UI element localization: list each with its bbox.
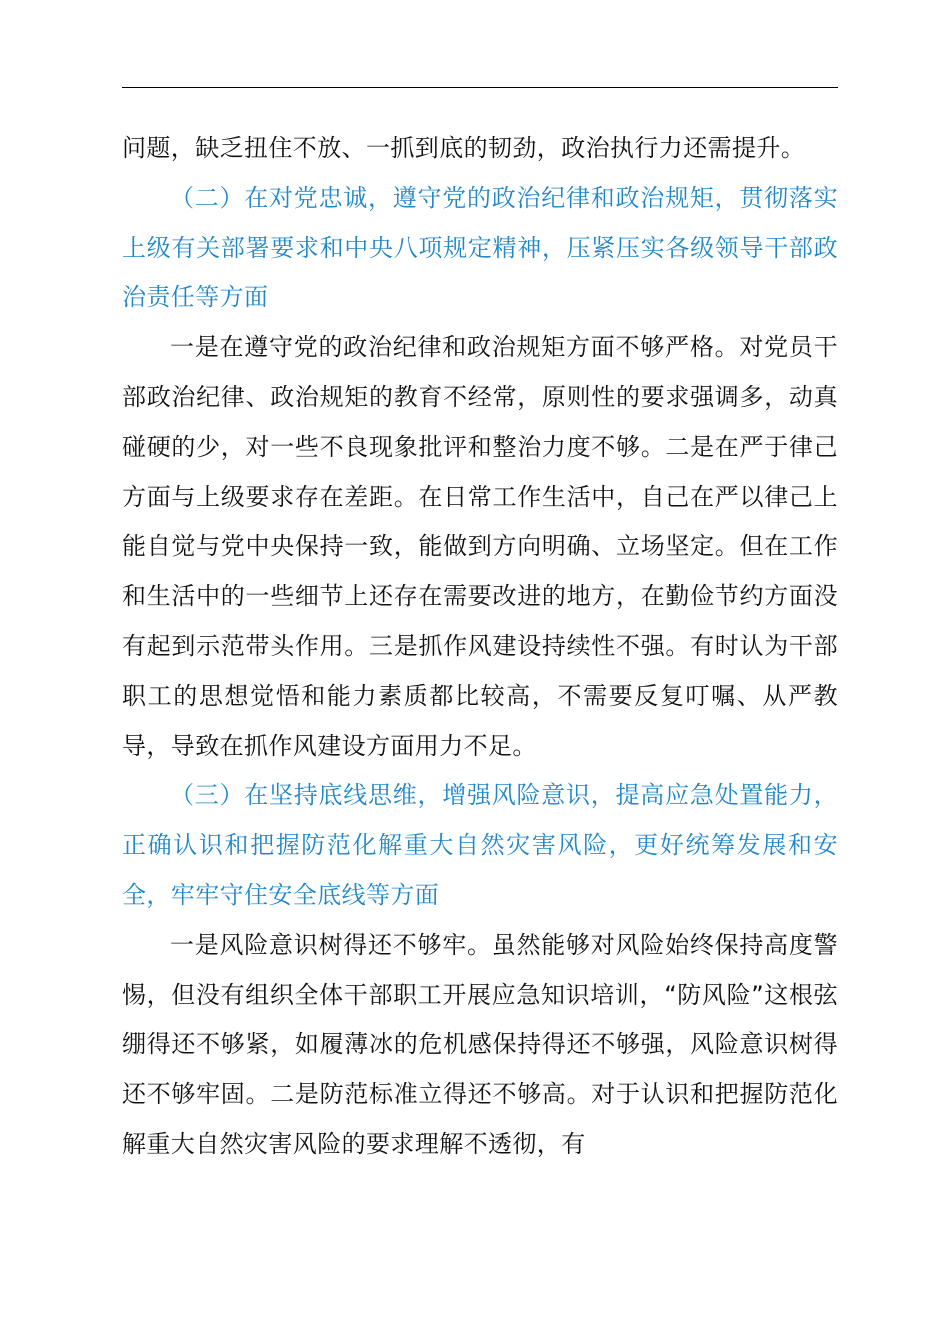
paragraph-section-3: 一是风险意识树得还不够牢。虽然能够对风险始终保持高度警惕，但没有组织全体干部职工开展应急知识培训，“防风险”这根弦绷得还不够紧，如履薄冰的危机感保持得还不够强，风险意识树得还不够牢固。二是防范标准立得还不够高。对于认识和把握防范化解重大自然灾害风险的要求理解不透彻，有 [122, 930, 838, 1158]
section-heading-2: （二）在对党忠诚，遵守党的政治纪律和政治规矩，贯彻落实上级有关部署要求和中央八项规定精神，压紧压实各级领导干部政治责任等方面 [122, 183, 838, 312]
paragraph-continuation: 问题，缺乏扭住不放、一抓到底的韧劲，政治执行力还需提升。 [122, 134, 806, 162]
document-body [122, 124, 838, 1170]
paragraph-section-2: 一是在遵守党的政治纪律和政治规矩方面不够严格。对党员干部政治纪律、政治规矩的教育不经常，原则性的要求强调多，动真碰硬的少，对一些不良现象批评和整治力度不够。二是在严于律己方面与上级要求存在差距。在日常工作生活中，自己在严以律己上能自觉与党中央保持一致，能做到方向明确、立场坚定。但在工作和生活中的一些细节上还存在需要改进的地方，在勤俭节约方面没有起到示范带头作用。三是抓作风建设持续性不强。有时认为干部职工的思想觉悟和能力素质都比较高，不需要反复叮嘱、从严教导，导致在抓作风建设方面用力不足。 [122, 333, 838, 760]
section-heading-3: （三）在坚持底线思维，增强风险意识，提高应急处置能力，正确认识和把握防范化解重大自然灾害风险，更好统筹发展和安全，牢牢守住安全底线等方面 [122, 781, 838, 909]
header-rule [122, 87, 838, 88]
